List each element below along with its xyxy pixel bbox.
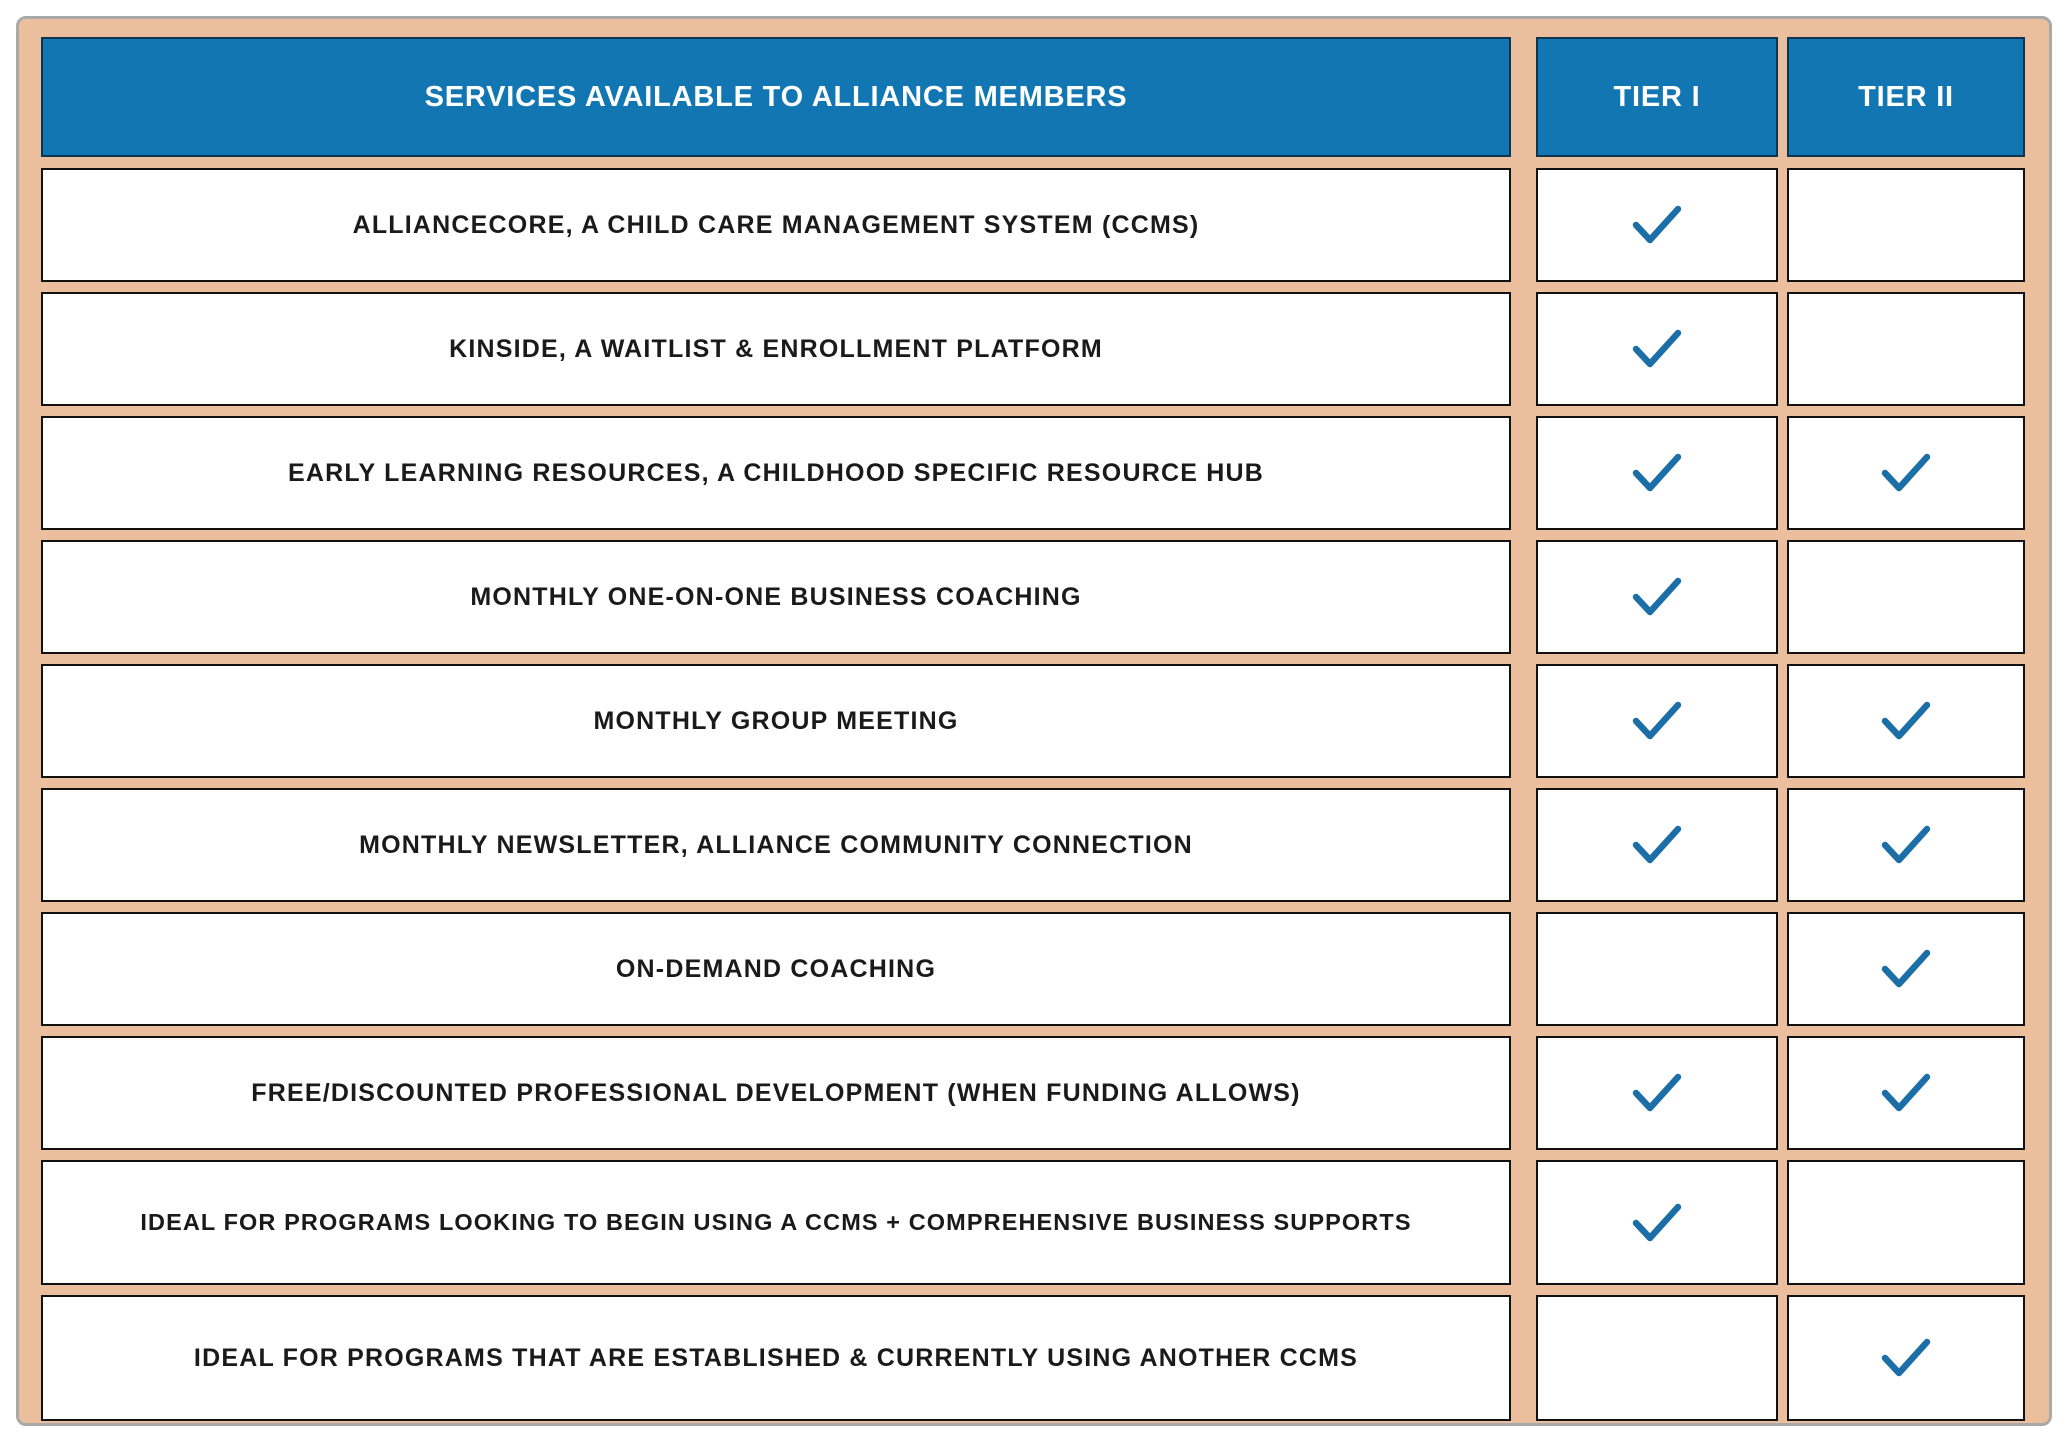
service-label: IDEAL FOR PROGRAMS LOOKING TO BEGIN USING A CCMS + COMPREHENSIVE BUSINESS SUPPORTS	[140, 1209, 1412, 1235]
service-label-cell	[41, 788, 1511, 902]
header-tier-1	[1536, 37, 1778, 157]
service-label-cell	[41, 1160, 1511, 1285]
checkmark-icon	[1880, 1336, 1932, 1380]
tier-2-cell	[1787, 1295, 2025, 1421]
tier-1-cell	[1536, 912, 1778, 1026]
header-tier-1-label: TIER I	[1613, 80, 1701, 113]
checkmark-icon	[1631, 1071, 1683, 1115]
checkmark-icon	[1631, 575, 1683, 619]
service-label-cell	[41, 292, 1511, 406]
tier-1-cell	[1536, 1036, 1778, 1150]
service-label: MONTHLY ONE-ON-ONE BUSINESS COACHING	[470, 582, 1082, 611]
service-label: MONTHLY NEWSLETTER, ALLIANCE COMMUNITY CONNECTION	[359, 830, 1193, 859]
tier-1-cell	[1536, 292, 1778, 406]
tier-1-cell	[1536, 168, 1778, 282]
tier-2-cell	[1787, 788, 2025, 902]
service-label-cell	[41, 416, 1511, 530]
service-label-cell	[41, 664, 1511, 778]
checkmark-icon	[1880, 947, 1932, 991]
tier-2-cell	[1787, 540, 2025, 654]
checkmark-icon	[1631, 327, 1683, 371]
service-label: ON-DEMAND COACHING	[615, 954, 937, 983]
checkmark-icon	[1631, 823, 1683, 867]
checkmark-icon	[1631, 451, 1683, 495]
service-label-cell	[41, 168, 1511, 282]
service-label: FREE/DISCOUNTED PROFESSIONAL DEVELOPMENT (WHEN FUNDING ALLOWS)	[251, 1078, 1301, 1107]
tier-1-cell	[1536, 540, 1778, 654]
tier-1-cell	[1536, 788, 1778, 902]
tier-2-cell	[1787, 1036, 2025, 1150]
comparison-table-frame	[16, 16, 2052, 1426]
header-tier-2-label: TIER II	[1858, 80, 1954, 113]
checkmark-icon	[1880, 699, 1932, 743]
header-services	[41, 37, 1511, 157]
tier-1-cell	[1536, 1160, 1778, 1285]
tier-1-cell	[1536, 664, 1778, 778]
service-label-cell	[41, 912, 1511, 1026]
tier-2-cell	[1787, 292, 2025, 406]
tier-2-cell	[1787, 664, 2025, 778]
tier-1-cell	[1536, 416, 1778, 530]
service-label-cell	[41, 1036, 1511, 1150]
service-label: MONTHLY GROUP MEETING	[593, 706, 959, 735]
checkmark-icon	[1631, 1201, 1683, 1245]
checkmark-icon	[1631, 699, 1683, 743]
service-label: ALLIANCECORE, A CHILD CARE MANAGEMENT SYSTEM (CCMS)	[352, 210, 1200, 239]
header-tier-2	[1787, 37, 2025, 157]
checkmark-icon	[1880, 1071, 1932, 1115]
service-label: IDEAL FOR PROGRAMS THAT ARE ESTABLISHED & CURRENTLY USING ANOTHER CCMS	[193, 1343, 1359, 1372]
checkmark-icon	[1880, 823, 1932, 867]
tier-2-cell	[1787, 168, 2025, 282]
header-services-label: SERVICES AVAILABLE TO ALLIANCE MEMBERS	[424, 80, 1128, 113]
checkmark-icon	[1880, 451, 1932, 495]
service-label: EARLY LEARNING RESOURCES, A CHILDHOOD SPECIFIC RESOURCE HUB	[288, 458, 1264, 487]
checkmark-icon	[1631, 203, 1683, 247]
service-label-cell	[41, 540, 1511, 654]
tier-2-cell	[1787, 912, 2025, 1026]
tier-2-cell	[1787, 1160, 2025, 1285]
tier-2-cell	[1787, 416, 2025, 530]
service-label-cell	[41, 1295, 1511, 1421]
tier-1-cell	[1536, 1295, 1778, 1421]
service-label: KINSIDE, A WAITLIST & ENROLLMENT PLATFORM	[449, 334, 1103, 363]
